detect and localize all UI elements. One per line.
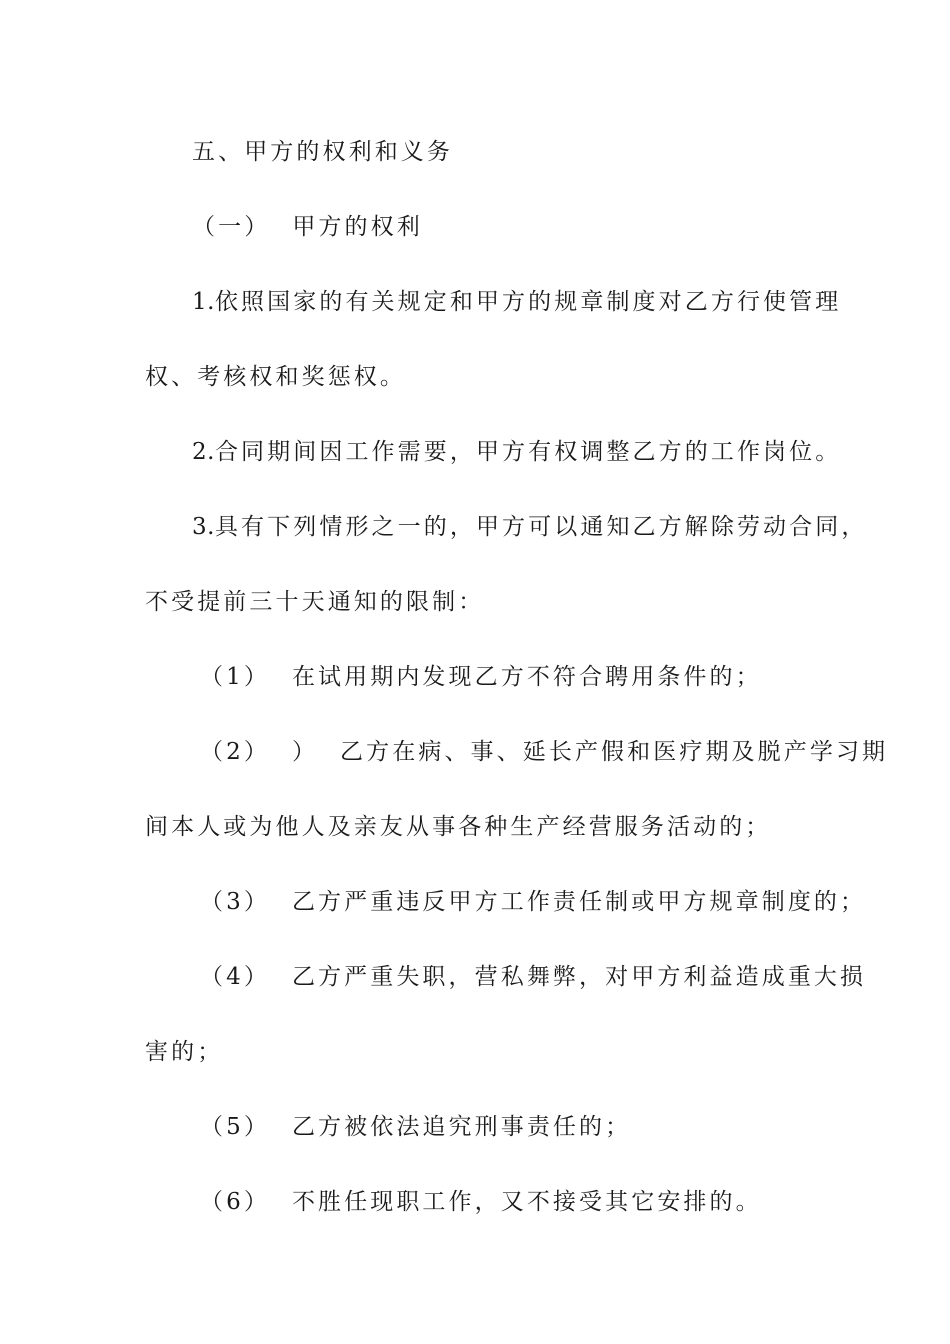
section-heading	[192, 137, 453, 167]
subitem-1	[200, 662, 762, 692]
item2-line1	[192, 437, 841, 467]
subsection-heading	[192, 212, 423, 242]
item1-text-line1: 依照国家的有关规定和甲方的规章制度对乙方行使管理	[214, 289, 842, 315]
item3-number: 3.	[192, 514, 215, 540]
subitem-1-marker: （1）	[200, 664, 270, 690]
item1-text-line2: 权、考核权和奖惩权。	[145, 364, 406, 390]
item3-line2	[145, 587, 484, 617]
item1-number: 1.	[192, 289, 215, 315]
subitem-4-text-line1: 乙方严重失职，营私舞弊，对甲方利益造成重大损	[291, 964, 867, 990]
subitem-2-continuation	[145, 812, 771, 842]
subitem-3	[200, 887, 866, 917]
subitem-6-marker: （6）	[200, 1189, 270, 1215]
subitem-5-marker: （5）	[200, 1114, 270, 1140]
subitem-5-text: 乙方被依法追究刑事责任的；	[291, 1114, 632, 1140]
subitem-2-text-line1: 乙方在病、事、延长产假和医疗期及脱产学习期	[340, 739, 889, 765]
subitem-2	[200, 737, 888, 767]
section-heading-text: 五、甲方的权利和义务	[192, 139, 453, 165]
item2-number: 2.	[192, 439, 215, 465]
subitem-4-continuation	[145, 1037, 223, 1067]
subsection-marker: （一）	[192, 214, 271, 240]
subitem-2-text-line2: 间本人或为他人及亲友从事各种生产经营服务活动的；	[145, 814, 772, 840]
subitem-2-extra-paren: ）	[291, 739, 319, 765]
subitem-6-text: 不胜任现职工作，又不接受其它安排的。	[291, 1189, 762, 1215]
item3-text-line1: 具有下列情形之一的，甲方可以通知乙方解除劳动合同，	[214, 514, 868, 540]
subitem-5	[200, 1112, 631, 1142]
item2-text-line1: 合同期间因工作需要，甲方有权调整乙方的工作岗位。	[214, 439, 842, 465]
subitem-3-text: 乙方严重违反甲方工作责任制或甲方规章制度的；	[291, 889, 867, 915]
subitem-6	[200, 1187, 762, 1217]
item1-line2	[145, 362, 406, 392]
subitem-4-text-line2: 害的；	[145, 1039, 224, 1065]
item3-line1	[192, 512, 867, 542]
subitem-3-marker: （3）	[200, 889, 270, 915]
item3-text-line2: 不受提前三十天通知的限制：	[145, 589, 485, 615]
subsection-title: 甲方的权利	[292, 214, 423, 240]
subitem-2-marker: （2）	[200, 739, 270, 765]
subitem-4-marker: （4）	[200, 964, 270, 990]
subitem-1-text: 在试用期内发现乙方不符合聘用条件的；	[291, 664, 762, 690]
item1-line1	[192, 287, 841, 317]
subitem-4	[200, 962, 866, 992]
